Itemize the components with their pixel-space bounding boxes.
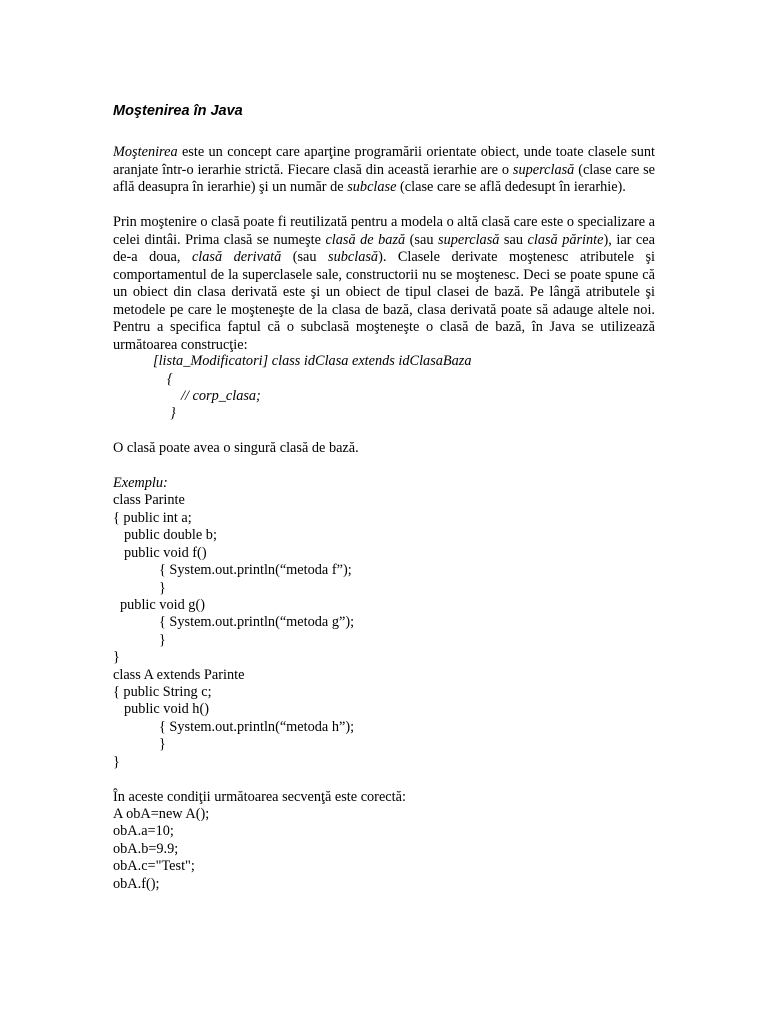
page-title: Moştenirea în Java [113, 103, 243, 119]
inheritance-paragraph [113, 214, 655, 354]
code-line: } [159, 736, 166, 752]
syntax-line: { [167, 371, 173, 387]
code-line: class Parinte [113, 492, 185, 508]
sequence-line: obA.b=9.9; [113, 841, 179, 857]
code-line: } [159, 580, 166, 596]
code-line: public void h() [124, 701, 209, 717]
syntax-line: } [170, 405, 176, 421]
code-line: public double b; [124, 527, 217, 543]
text-run: clasă de bază [325, 231, 406, 248]
conditions-note: În aceste condiţii următoarea secvenţă este corectă: [113, 789, 406, 805]
text-run: (sau [281, 249, 329, 265]
text-run: superclasă [512, 161, 575, 178]
code-line: } [113, 649, 120, 665]
text-run: subclase [347, 179, 397, 195]
code-line: class A extends Parinte [113, 667, 245, 683]
intro-paragraph [113, 144, 655, 197]
text-run: sau [499, 231, 528, 248]
text-run: este un concept care aparţine programării orientate obiect, unde toate clasele sunt aranjate într-o ierarhie strictă. Fiecare clasă din această ierarhie are o [113, 144, 655, 178]
code-line: { System.out.println(“metoda f”); [159, 562, 352, 578]
text-run: Moştenirea [113, 144, 178, 160]
text-run: ), iar cea de-a doua, [113, 231, 655, 265]
sequence-line: A obA=new A(); [113, 806, 210, 822]
example-label: Exemplu: [113, 475, 168, 491]
sequence-line: obA.c="Test"; [113, 858, 195, 874]
text-run: subclasă [328, 249, 379, 265]
text-run: Prin moştenire o clasă poate fi reutilizată pentru a modela o altă clasă care este o specializare a celei dintâi. Prima clasă se numeşte [113, 214, 655, 248]
text-run: clasă părinte [527, 231, 604, 248]
text-run: (clase care se află dedesupt în ierarhie). [396, 179, 626, 195]
code-line: { public String c; [113, 684, 212, 700]
code-line: } [159, 632, 166, 648]
syntax-line: // corp_clasa; [181, 388, 261, 404]
text-run: clasă derivată [191, 249, 282, 265]
text-run: (clase care se află deasupra în ierarhie) şi un număr de [113, 161, 655, 195]
syntax-line: [lista_Modificatori] class idClasa extends idClasaBaza [153, 353, 472, 369]
single-base-note: O clasă poate avea o singură clasă de bază. [113, 440, 359, 456]
text-run: superclasă [438, 231, 500, 248]
code-line: public void g() [120, 597, 205, 613]
code-line: { System.out.println(“metoda h”); [159, 719, 355, 735]
code-line: } [113, 754, 120, 770]
text-run: (sau [405, 231, 438, 248]
code-line: { public int a; [113, 510, 192, 526]
text-run: ). Clasele derivate moştenesc atributele şi comportamentul de la superclasele sale, constructorii nu se moştenesc. Deci se poate spune că un obiect din clasa derivată este şi un obiect de tipul clasei de bază. Pe lângă atributele şi metodele pe care le moşteneşte de la clasa de bază, clasa derivată poate să adauge altele noi. Pentru a specifica faptul că o subclasă moşteneşte o clasă de bază, în Java se utilizează următoarea construcţie: [113, 249, 656, 353]
sequence-line: obA.f(); [113, 876, 160, 892]
code-line: public void f() [124, 545, 207, 561]
code-line: { System.out.println(“metoda g”); [159, 614, 355, 630]
sequence-line: obA.a=10; [113, 823, 174, 839]
